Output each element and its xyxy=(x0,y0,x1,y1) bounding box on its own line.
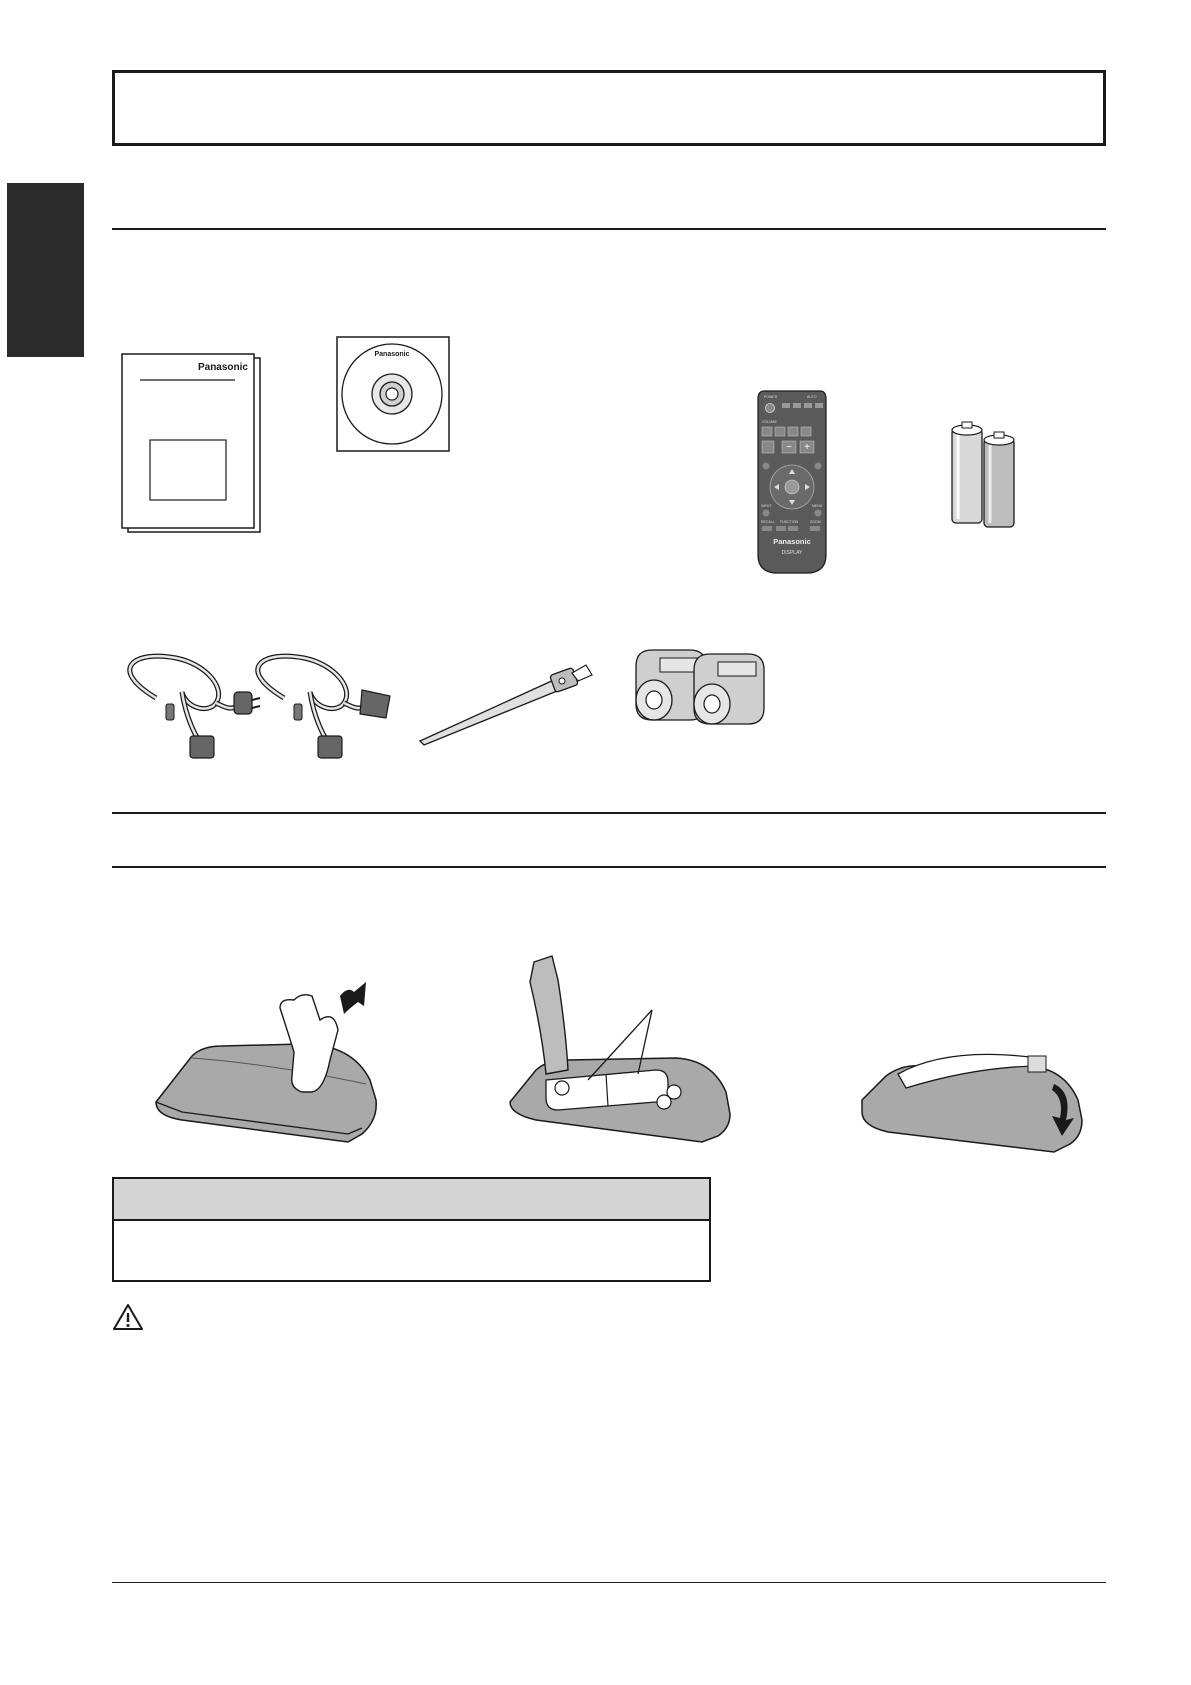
section-side-tab xyxy=(7,183,84,357)
footer-rule xyxy=(112,1582,1106,1583)
note-box xyxy=(112,1177,711,1282)
ferrite-core-2 xyxy=(694,654,764,724)
section-rule-accessories xyxy=(112,228,1106,230)
batteries xyxy=(950,421,1016,531)
remote-input-label: INPUT xyxy=(761,504,772,508)
remote-volume-label: VOLUME xyxy=(762,420,777,424)
remote-zoom-label: ZOOM xyxy=(810,520,821,524)
svg-text:−: − xyxy=(786,442,792,453)
ferrite-cores xyxy=(630,646,774,730)
remote-recall-label: RECALL xyxy=(761,520,775,524)
page-title-frame xyxy=(112,70,1106,146)
remote-power-label: POWER xyxy=(764,395,778,399)
ac-cord-1 xyxy=(130,656,260,758)
remote-menu-label: MENU xyxy=(812,504,823,508)
remote-auto-label: AUTO xyxy=(807,395,817,399)
operating-instructions-booklet xyxy=(120,352,265,534)
svg-text:+: + xyxy=(804,442,810,453)
cd-logo: Panasonic xyxy=(374,351,410,358)
remote-logo: Panasonic xyxy=(773,537,811,546)
warning-triangle-icon xyxy=(112,1303,144,1331)
remote-model-label: DISPLAY xyxy=(781,550,803,556)
section-rule-batteries xyxy=(112,866,1106,868)
booklet-logo: Panasonic xyxy=(197,362,248,373)
ac-cord-2 xyxy=(258,656,390,758)
note-box-header xyxy=(114,1179,709,1221)
remote-control xyxy=(756,389,828,575)
battery-step-insert xyxy=(506,952,734,1166)
lift-arrow-icon xyxy=(340,982,366,1014)
cd-rom xyxy=(336,336,450,452)
battery-step-close-cover xyxy=(858,1040,1086,1166)
ac-cords xyxy=(116,648,398,762)
remote-function-label: FUNCTION xyxy=(780,520,799,524)
battery-step-open-cover xyxy=(152,980,384,1166)
section-rule-top-remote xyxy=(112,812,1106,814)
battery-cover xyxy=(530,956,568,1074)
cable-tie xyxy=(416,665,596,745)
power-icon xyxy=(766,404,775,413)
